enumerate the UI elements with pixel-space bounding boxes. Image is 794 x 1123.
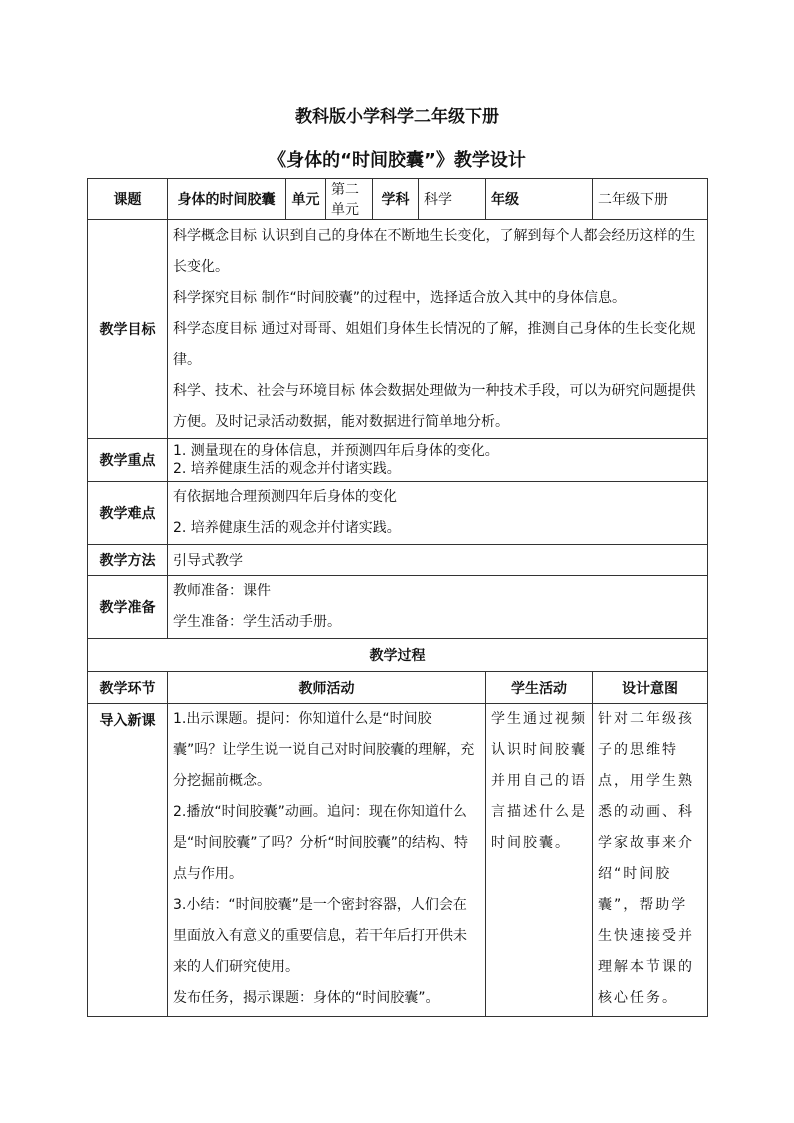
difficulty-item: 2. 培养健康生活的观念并付诸实践。 [173,520,401,536]
process-stage: 导入新课 [88,704,168,1017]
teacher-step: 1.出示课题。提问：你知道什么是“时间胶囊”吗？让学生说一说自己对时间胶囊的理解，充分挖掘前概念。 [173,711,475,789]
goal-item: 科学探究目标 制作“时间胶囊”的过程中，选择适合放入其中的身体信息。 [173,289,626,306]
unit-value: 第二单元 [326,179,373,220]
goal-item: 科学概念目标 认识到自己的身体在不断地生长变化，了解到每个人都会经历这样的生长变化。 [173,227,696,275]
process-col-student: 学生活动 [486,672,593,704]
topic-value: 身体的时间胶囊 [168,179,286,220]
document-title: 教科版小学科学二年级下册 [295,107,499,127]
key-point-item: 1. 测量现在的身体信息，并预测四年后身体的变化。 [173,443,499,459]
lesson-plan-table [87,178,708,1017]
table-row [88,704,708,1017]
subject-value: 科学 [419,179,486,220]
subject-label: 学科 [373,179,419,220]
teacher-step: 3.小结：“时间胶囊”是一个密封容器，人们会在里面放入有意义的重要信息，若干年后打开供未来的人们研究使用。 [173,897,467,975]
unit-label: 单元 [286,179,326,220]
grade-value: 二年级下册 [593,179,708,220]
method-label: 教学方法 [88,545,168,576]
process-design-intent: 针对二年级孩子的思维特点，用学生熟悉的动画、科学家故事来介绍“时间胶囊”，帮助学生快速接受并理解本节课的核心任务。 [593,704,708,1017]
key-points-content [168,439,708,482]
process-title: 教学过程 [88,639,708,672]
teacher-step: 发布任务，揭示课题：身体的“时间胶囊”。 [173,990,440,1006]
goals-content [168,220,708,439]
goal-item: 科学态度目标 通过对哥哥、姐姐们身体生长情况的了解，推测自己身体的生长变化规律。 [173,320,696,368]
prep-content [168,576,708,639]
key-point-item: 2. 培养健康生活的观念并付诸实践。 [173,461,401,477]
teacher-step: 2.播放“时间胶囊”动画。追问：现在你知道什么是“时间胶囊”了吗？分析“时间胶囊”的结构、特点与作用。 [173,804,469,882]
process-teacher-activity [168,704,486,1017]
prep-item: 学生准备：学生活动手册。 [173,614,341,630]
process-student-activity: 学生通过视频认识时间胶囊并用自己的语言描述什么是时间胶囊。 [486,704,593,1017]
process-col-teacher: 教师活动 [168,672,486,704]
document-subtitle: 《身体的“时间胶囊”》教学设计 [268,150,526,171]
difficulties-content [168,482,708,545]
goals-label: 教学目标 [88,220,168,439]
process-col-intent: 设计意图 [593,672,708,704]
difficulty-item: 有依据地合理预测四年后身体的变化 [173,489,397,505]
prep-item: 教师准备：课件 [173,583,271,599]
process-col-stage: 教学环节 [88,672,168,704]
goal-item: 科学、技术、社会与环境目标 体会数据处理做为一种技术手段，可以为研究问题提供方便。及时记录活动数据，能对数据进行简单地分析。 [173,382,696,430]
difficulties-label: 教学难点 [88,482,168,545]
key-points-label: 教学重点 [88,439,168,482]
method-value: 引导式教学 [168,545,708,576]
prep-label: 教学准备 [88,576,168,639]
topic-label: 课题 [88,179,168,220]
grade-label: 年级 [486,179,593,220]
